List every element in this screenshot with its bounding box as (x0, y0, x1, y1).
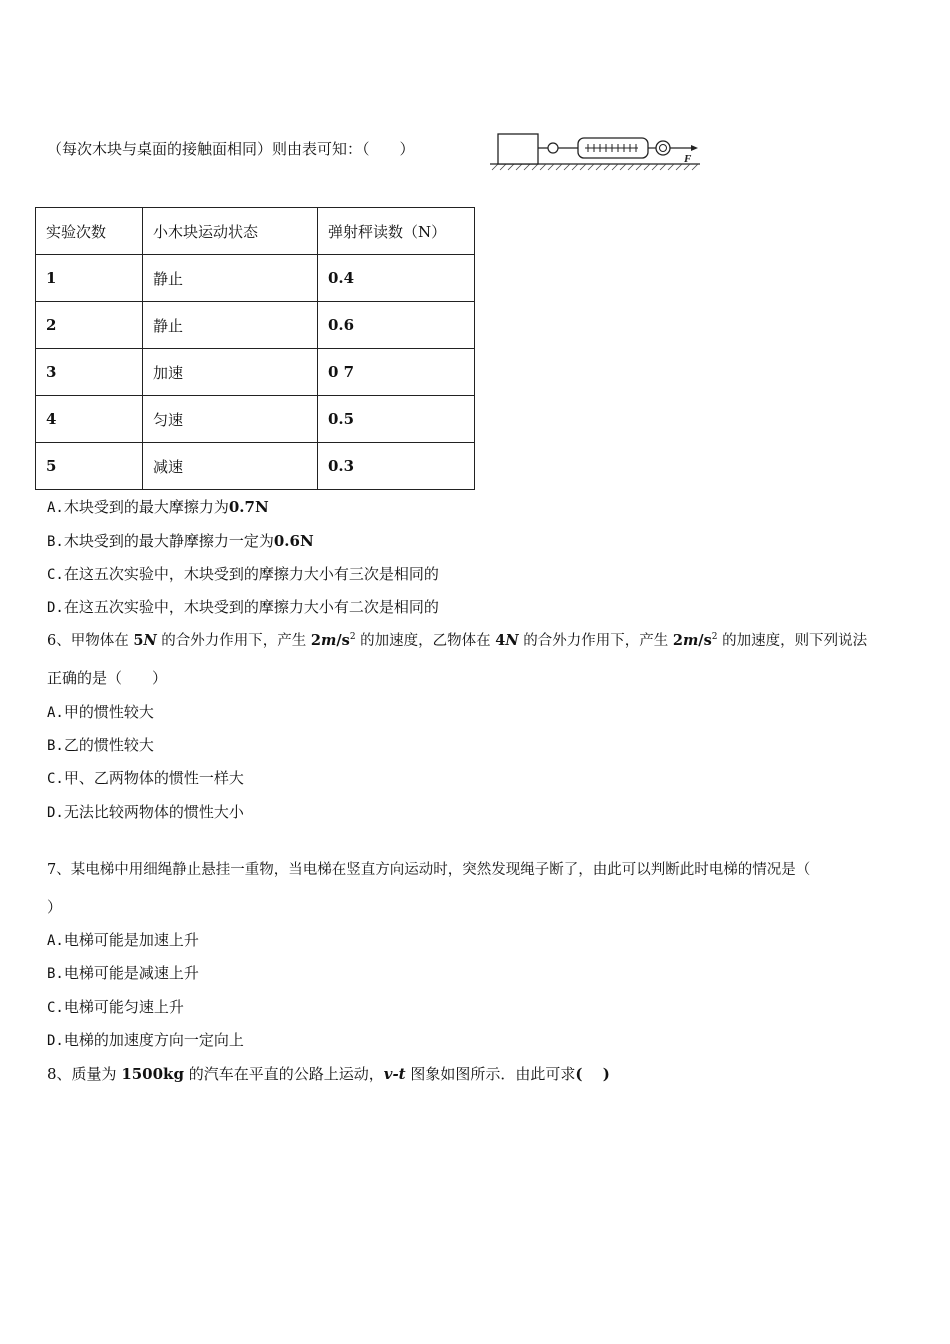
force-arrow (670, 145, 698, 151)
trial-number: 1 (36, 255, 143, 302)
q6-option-b: B.乙的惯性较大 (47, 736, 154, 754)
scale-reading: 0 7 (318, 349, 475, 396)
motion-state: 匀速 (143, 396, 318, 443)
q5-option-a: A.木块受到的最大摩擦力为0.7N (47, 498, 269, 516)
table-row (36, 302, 475, 349)
header-cell: 弹射秤读数（N） (318, 208, 475, 255)
experiment-table (35, 207, 475, 490)
pull-ring (656, 141, 670, 155)
table-row (36, 349, 475, 396)
q7-stem-line2: ） (47, 898, 63, 916)
q7-option-d: D.电梯的加速度方向一定向上 (47, 1031, 244, 1049)
motion-state: 加速 (143, 349, 318, 396)
trial-number: 2 (36, 302, 143, 349)
trial-number: 5 (36, 443, 143, 490)
q6-stem-line2: 正确的是（ ） (47, 669, 168, 687)
header-cell: 实验次数 (36, 208, 143, 255)
hook (538, 143, 558, 153)
scale-reading: 0.3 (318, 443, 475, 490)
trial-number: 3 (36, 349, 143, 396)
motion-state: 减速 (143, 443, 318, 490)
intro-text: （每次木块与桌面的接触面相同）则由表可知：（ ） (47, 140, 415, 158)
q8-stem: 8、质量为 1500kg 的汽车在平直的公路上运动，v-t 图象如图所示．由此可求( ) (47, 1065, 610, 1083)
spring-scale-figure (488, 126, 703, 172)
q6-option-d: D.无法比较两物体的惯性大小 (47, 803, 244, 821)
table-row (36, 255, 475, 302)
q6-option-a: A.甲的惯性较大 (47, 703, 154, 721)
trial-number: 4 (36, 396, 143, 443)
table-header-row (36, 208, 475, 255)
q6-stem: 6、甲物体在 5N 的合外力作用下，产生 $2m/s^2$ 的加速度，乙物体在 4N 的合外力作用下，产生 $2m/s^2$ 的加速度，则下列说法 (47, 632, 868, 649)
q7-stem: 7、某电梯中用细绳静止悬挂一重物，当电梯在竖直方向运动时，突然发现绳子断了，由此可以判断此时电梯的情况是（ (47, 862, 811, 878)
q5-option-d: D.在这五次实验中，木块受到的摩擦力大小有二次是相同的 (47, 598, 439, 616)
spring-scale (578, 138, 648, 158)
force-label: F (684, 153, 692, 165)
q6-option-c: C.甲、乙两物体的惯性一样大 (47, 769, 244, 787)
q5-option-c: C.在这五次实验中，木块受到的摩擦力大小有三次是相同的 (47, 565, 439, 583)
motion-state: 静止 (143, 255, 318, 302)
header-cell: 小木块运动状态 (143, 208, 318, 255)
q7-option-c: C.电梯可能匀速上升 (47, 998, 184, 1016)
q5-option-b: B.木块受到的最大静摩擦力一定为0.6N (47, 532, 314, 550)
wooden-block (498, 134, 538, 164)
scale-reading: 0.4 (318, 255, 475, 302)
ground (490, 164, 700, 170)
motion-state: 静止 (143, 302, 318, 349)
scale-reading: 0.5 (318, 396, 475, 443)
table-row (36, 443, 475, 490)
table-row (36, 396, 475, 443)
scale-reading: 0.6 (318, 302, 475, 349)
q7-option-a: A.电梯可能是加速上升 (47, 931, 199, 949)
q7-option-b: B.电梯可能是减速上升 (47, 964, 199, 982)
